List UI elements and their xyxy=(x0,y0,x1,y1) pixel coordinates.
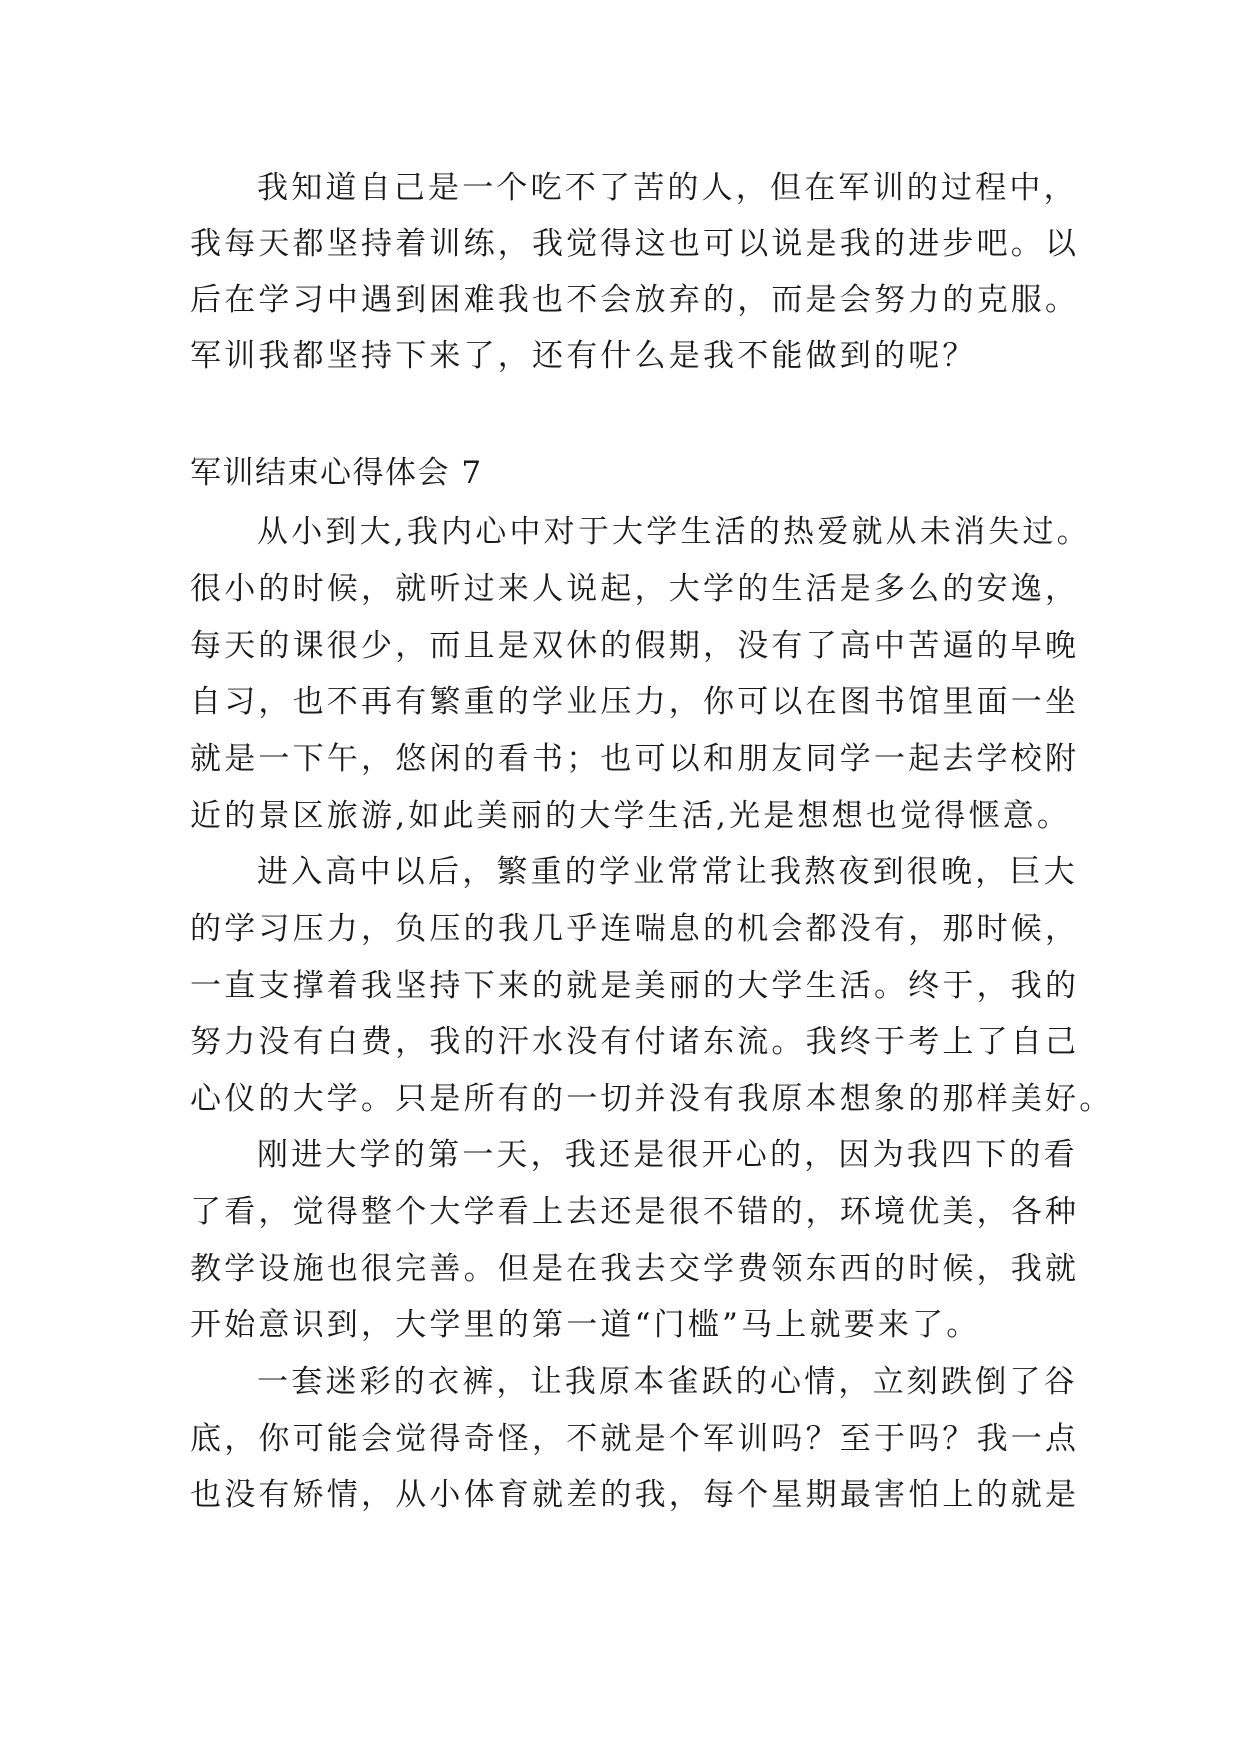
paragraph-line: 从小到大,我内心中对于大学生活的热爱就从未消失过。 xyxy=(257,514,1091,550)
paragraph-line: 军训我都坚持下来了，还有什么是我不能做到的呢？ xyxy=(190,338,977,374)
paragraph-line: 每天的课很少，而且是双休的假期，没有了高中苦逼的早晚 xyxy=(190,628,1080,664)
paragraph-line: 努力没有白费，我的汗水没有付诸东流。我终于考上了自己 xyxy=(190,1024,1080,1060)
paragraph-line: 自习，也不再有繁重的学业压力，你可以在图书馆里面一坐 xyxy=(190,684,1080,720)
paragraph-line: 刚进大学的第一天，我还是很开心的，因为我四下的看 xyxy=(257,1137,1078,1173)
paragraph-line: 我每天都坚持着训练，我觉得这也可以说是我的进步吧。以 xyxy=(190,226,1080,262)
paragraph-line: 底，你可能会觉得奇怪，不就是个军训吗？至于吗？我一点 xyxy=(190,1421,1080,1457)
paragraph-line: 了看，觉得整个大学看上去还是很不错的，环境优美，各种 xyxy=(190,1194,1080,1230)
paragraph-line: 心仪的大学。只是所有的一切并没有我原本想象的那样美好。 xyxy=(190,1081,1114,1117)
paragraph-line: 教学设施也很完善。但是在我去交学费领东西的时候，我就 xyxy=(190,1251,1080,1287)
paragraph-line: 近的景区旅游,如此美丽的大学生活,光是想想也觉得惬意。 xyxy=(190,798,1072,834)
paragraph-line: 一直支撑着我坚持下来的就是美丽的大学生活。终于，我的 xyxy=(190,968,1080,1004)
section-heading: 军训结束心得体会 7 xyxy=(190,455,483,491)
paragraph-line: 后在学习中遇到困难我也不会放弃的，而是会努力的克服。 xyxy=(190,282,1080,318)
paragraph-line: 一套迷彩的衣裤，让我原本雀跃的心情，立刻跌倒了谷 xyxy=(257,1364,1078,1400)
paragraph-line: 也没有矫情，从小体育就差的我，每个星期最害怕上的就是 xyxy=(190,1477,1080,1513)
paragraph-line: 开始意识到，大学里的第一道“门槛”马上就要来了。 xyxy=(190,1307,981,1343)
paragraph-line: 就是一下午，悠闲的看书；也可以和朋友同学一起去学校附 xyxy=(190,741,1080,777)
paragraph-line: 我知道自己是一个吃不了苦的人，但在军训的过程中， xyxy=(257,170,1078,206)
paragraph-line: 进入高中以后，繁重的学业常常让我熬夜到很晚，巨大 xyxy=(257,854,1078,890)
paragraph-line: 的学习压力，负压的我几乎连喘息的机会都没有，那时候， xyxy=(190,911,1080,947)
paragraph-line: 很小的时候，就听过来人说起，大学的生活是多么的安逸， xyxy=(190,571,1080,607)
